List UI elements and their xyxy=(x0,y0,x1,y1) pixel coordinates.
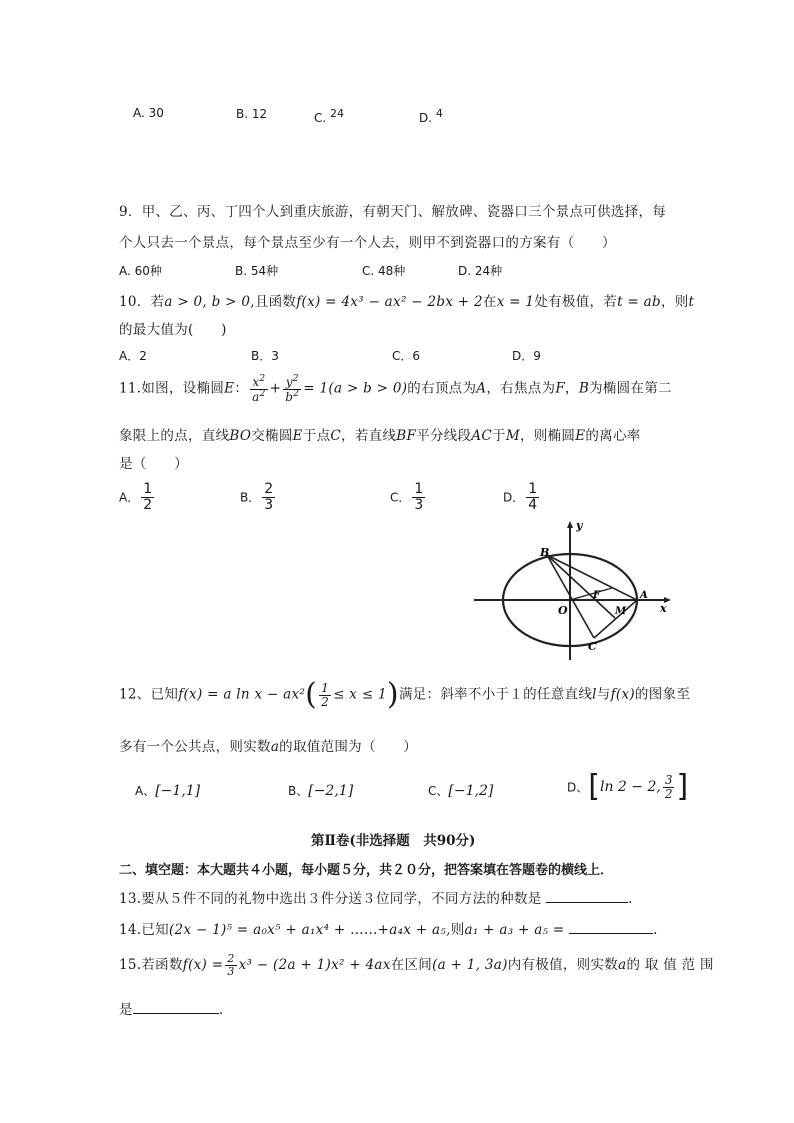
q12-option-d: D、[ln 2 − 2, $\frac{3}{2}$ ] xyxy=(567,769,689,804)
q15-answer-blank[interactable] xyxy=(133,999,219,1014)
q10-option-c: C．6 xyxy=(392,349,421,363)
q11-option-a: A． $\frac{1}{2}$ xyxy=(119,481,153,513)
q11-line3: 是（ ） xyxy=(119,456,188,472)
q10-line2: 的最大值为( ) xyxy=(119,322,227,338)
label-m: M xyxy=(615,606,627,617)
q11-line2: 象限上的点，直线BO交椭圆E于点C，若直线BF平分线段AC于M，则椭圆E的离心率 xyxy=(119,428,641,444)
label-x: x xyxy=(660,602,667,615)
q9-line1: 9．甲、乙、丙、丁四个人到重庆旅游，有朝天门、解放碑、瓷器口三个景点可供选择，每 xyxy=(119,204,667,220)
label-a: A xyxy=(640,590,648,601)
q14-line: 14.已知(2x − 1)⁵ = a₀x⁵ + a₁x⁴ + ……+a₄x + a₅,则a₁ + a₃ + a₅ = . xyxy=(119,918,658,938)
section2-instructions: 二、填空题：本大题共４小题，每小题５分，共２０分，把答案填在答题卷的横线上． xyxy=(119,863,614,878)
label-o: O xyxy=(558,604,568,617)
q10-option-d: D．9 xyxy=(512,349,541,363)
q11-option-d: D． $\frac{1}{4}$ xyxy=(503,481,538,513)
q12-line1: 12、已知f(x) = a ln x − ax²( $\frac{1}{2}$ ≤ x ≤ 1)满足：斜率不小于１的任意直线l与f(x)的图象至 xyxy=(119,677,691,712)
q12-option-a: A、[−1,1] xyxy=(135,783,201,799)
q9-line2: 个人只去一个景点，每个景点至少有一个人去，则甲不到瓷器口的方案有（ ） xyxy=(119,235,616,251)
section2-title: 第Ⅱ卷(非选择题 共90分) xyxy=(311,833,476,849)
line-of xyxy=(570,588,612,600)
q9-option-b: B. 54种 xyxy=(235,264,279,278)
q10-option-a: A．2 xyxy=(119,349,147,363)
label-y: y xyxy=(576,519,583,532)
q14-answer-blank[interactable] xyxy=(569,919,653,934)
label-b: B xyxy=(540,546,550,559)
q9-option-a: A. 60种 xyxy=(119,264,162,278)
q10-line1: 10．若a > 0, b > 0,且函数f(x) = 4x³ − ax² − 2bx + 2在x = 1处有极值，若t = ab，则t xyxy=(119,294,695,310)
q8-option-c: C. $^{24}$ xyxy=(314,107,345,125)
y-axis-arrow xyxy=(567,521,573,528)
q12-line2: 多有一个公共点，则实数a的取值范围为（ ） xyxy=(119,739,418,755)
ellipse-figure xyxy=(474,518,674,663)
q12-option-b: B、[−2,1] xyxy=(288,783,354,799)
q8-option-a: A. 30 xyxy=(133,106,164,120)
q13-answer-blank[interactable] xyxy=(546,888,628,903)
q11-option-c: C． $\frac{1}{3}$ xyxy=(390,481,424,513)
q15-line1: 15.若函数f(x) = $\frac{2}{3}$ x³ − (2a + 1)x² + 4ax在区间(a + 1, 3a)内有极值，则实数a的 取 值 范 围 xyxy=(119,952,714,978)
q13-line: 13.要从５件不同的礼物中选出３件分送３位同学，不同方法的种数是 . xyxy=(119,887,633,907)
q11-line1: 11.如图，设椭圆E： $\frac{x^2}{a^2}$ + $\frac{y^2}{b^2}$ = 1(a > b > 0)的右顶点为A，右焦点为F，B为椭圆在第二 xyxy=(119,374,672,404)
q8-option-b: B. 12 xyxy=(236,107,268,121)
q8-option-d: D. $^4$ xyxy=(419,107,443,125)
q9-option-c: C. 48种 xyxy=(362,264,406,278)
q9-option-d: D. 24种 xyxy=(458,264,503,278)
q12-option-c: C、[−1,2] xyxy=(428,783,494,799)
q15-line2: 是 . xyxy=(119,998,223,1018)
q10-option-b: B．3 xyxy=(251,349,279,363)
label-f: F xyxy=(593,590,601,601)
q11-option-b: B． $\frac{2}{3}$ xyxy=(240,481,274,513)
label-c: C xyxy=(588,640,597,653)
